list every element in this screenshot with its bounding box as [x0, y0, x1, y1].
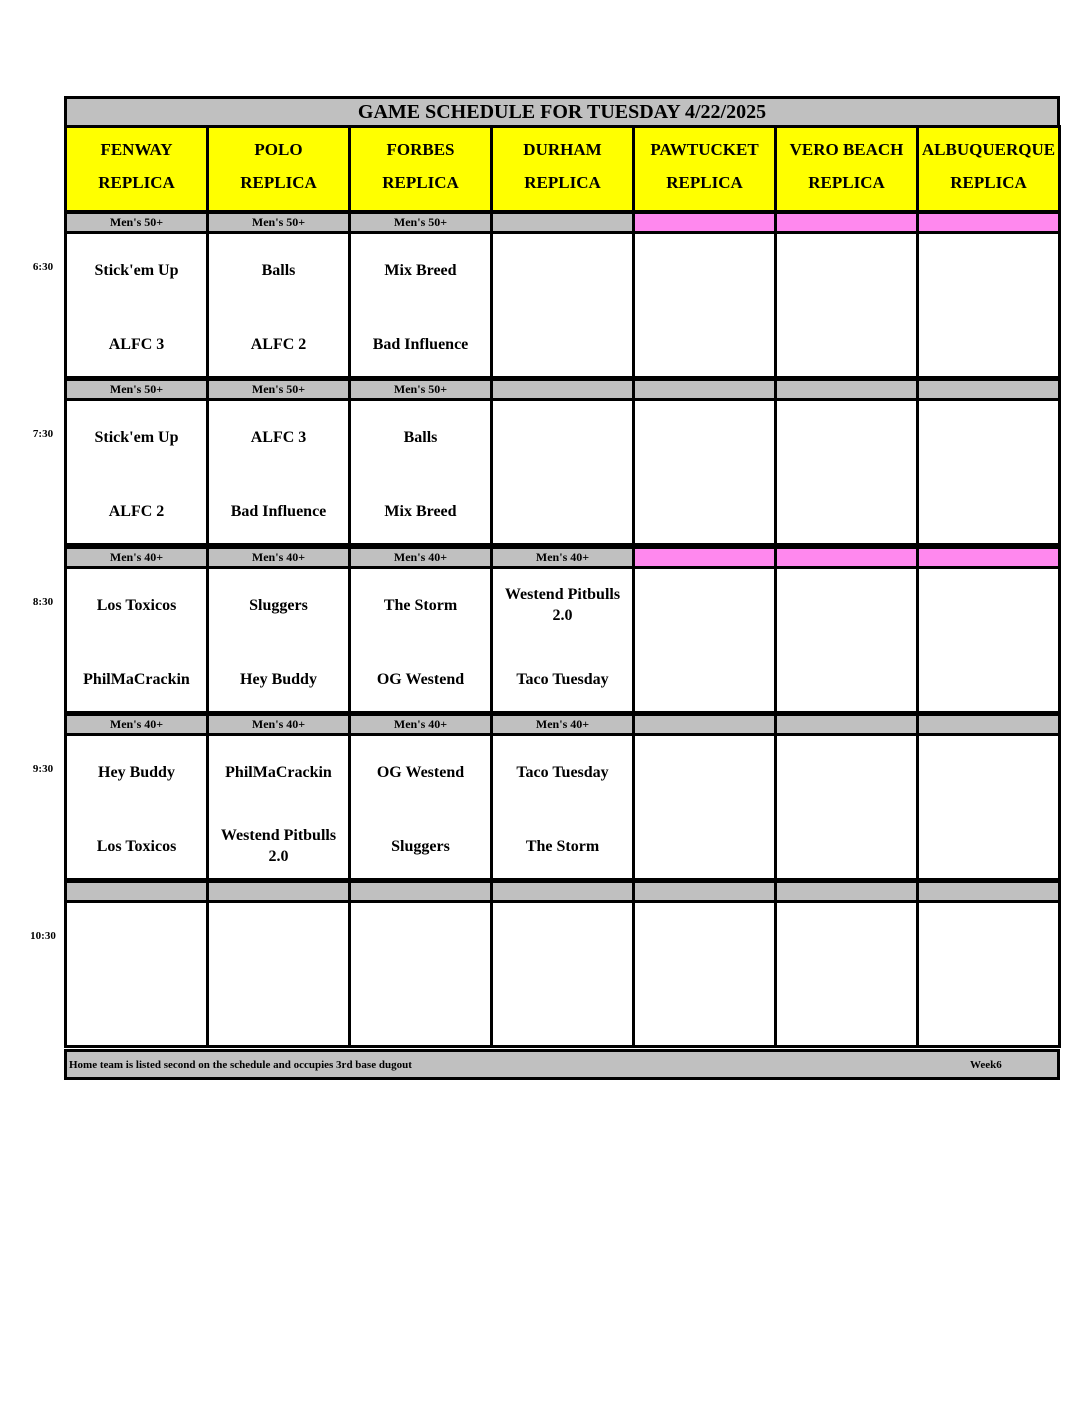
- time-label: 7:30: [32, 428, 54, 440]
- time-label: 6:30: [32, 261, 54, 273]
- home-team: [495, 991, 630, 1035]
- time-label: 9:30: [32, 763, 54, 775]
- game-cell: [632, 566, 777, 714]
- division-label: Men's 50+: [206, 211, 351, 234]
- field-name: VERO BEACH: [789, 140, 904, 159]
- home-team: [921, 824, 1056, 868]
- time-label: 8:30: [32, 596, 54, 608]
- game-cell: [206, 733, 351, 881]
- home-team: Bad Influence: [230, 502, 327, 520]
- away-team: [495, 415, 630, 459]
- division-label: Men's 40+: [206, 713, 351, 736]
- game-cell: [490, 733, 635, 881]
- schedule-footer: [64, 1049, 1060, 1080]
- game-cell: [916, 398, 1061, 546]
- field-header: [206, 125, 351, 213]
- home-team: Sluggers: [391, 837, 450, 855]
- game-cell: [206, 900, 351, 1048]
- home-team: [637, 991, 772, 1035]
- away-team: Balls: [261, 261, 296, 279]
- home-team: [495, 322, 630, 366]
- division-label: Men's 40+: [64, 713, 209, 736]
- division-label: Men's 50+: [348, 211, 493, 234]
- home-team: [637, 322, 772, 366]
- away-team: [779, 750, 914, 794]
- away-team: [637, 917, 772, 961]
- game-cell: [490, 566, 635, 714]
- home-team: Los Toxicos: [96, 837, 177, 855]
- away-team: [637, 248, 772, 292]
- division-label: Men's 50+: [206, 378, 351, 401]
- field-subtitle: REPLICA: [524, 173, 601, 192]
- home-team: [921, 322, 1056, 366]
- field-subtitle: REPLICA: [382, 173, 459, 192]
- away-team: Los Toxicos: [96, 596, 177, 614]
- away-team: Westend Pitbulls 2.0: [504, 586, 621, 624]
- home-team: [353, 991, 488, 1035]
- game-cell: [774, 733, 919, 881]
- game-cell: [348, 900, 493, 1048]
- field-header: [348, 125, 493, 213]
- field-header: [490, 125, 635, 213]
- game-cell: [774, 566, 919, 714]
- field-name: FENWAY: [100, 140, 173, 159]
- away-team: [921, 583, 1056, 627]
- away-team: [921, 415, 1056, 459]
- game-cell: [490, 900, 635, 1048]
- away-team: Hey Buddy: [98, 763, 175, 781]
- division-label: Men's 40+: [206, 546, 351, 569]
- game-cell: [206, 566, 351, 714]
- away-team: [779, 248, 914, 292]
- home-team: Bad Influence: [372, 335, 469, 353]
- home-team: Westend Pitbulls 2.0: [220, 827, 337, 865]
- home-team: [921, 991, 1056, 1035]
- away-team: Mix Breed: [384, 261, 457, 279]
- field-name: DURHAM: [523, 140, 602, 159]
- schedule-title: GAME SCHEDULE FOR TUESDAY 4/22/2025: [64, 96, 1060, 128]
- home-team: [637, 657, 772, 701]
- game-cell: [64, 733, 209, 881]
- home-team: Taco Tuesday: [516, 670, 609, 688]
- game-cell: [490, 398, 635, 546]
- away-team: [495, 917, 630, 961]
- game-cell: [632, 398, 777, 546]
- away-team: [921, 248, 1056, 292]
- division-label: Men's 40+: [490, 546, 635, 569]
- field-subtitle: REPLICA: [666, 173, 743, 192]
- home-team: [69, 991, 204, 1035]
- game-cell: [206, 231, 351, 379]
- field-header: [64, 125, 209, 213]
- away-team: [921, 750, 1056, 794]
- field-header: [916, 125, 1061, 213]
- game-cell: [916, 231, 1061, 379]
- home-team: PhilMaCrackin: [83, 670, 190, 688]
- footer-note: Home team is listed second on the schedule and occupies 3rd base dugout: [69, 1059, 412, 1071]
- game-cell: [916, 566, 1061, 714]
- time-label: 10:30: [30, 930, 56, 942]
- division-label: Men's 40+: [64, 546, 209, 569]
- away-team: Stick'em Up: [94, 261, 179, 279]
- home-team: [779, 657, 914, 701]
- game-cell: [916, 733, 1061, 881]
- home-team: [779, 489, 914, 533]
- field-subtitle: REPLICA: [98, 173, 175, 192]
- division-label: Men's 50+: [64, 378, 209, 401]
- home-team: [779, 824, 914, 868]
- away-team: [921, 917, 1056, 961]
- away-team: [495, 248, 630, 292]
- home-team: [779, 322, 914, 366]
- field-name: FORBES: [386, 140, 455, 159]
- away-team: [353, 917, 488, 961]
- game-cell: [64, 566, 209, 714]
- away-team: OG Westend: [376, 763, 465, 781]
- division-label: Men's 50+: [64, 211, 209, 234]
- away-team: [211, 917, 346, 961]
- away-team: [637, 415, 772, 459]
- field-name: POLO: [254, 140, 303, 159]
- field-header: [774, 125, 919, 213]
- home-team: The Storm: [525, 837, 600, 855]
- away-team: Balls: [403, 428, 438, 446]
- week-label: Week6: [970, 1059, 1002, 1071]
- home-team: OG Westend: [376, 670, 465, 688]
- game-cell: [916, 900, 1061, 1048]
- game-cell: [632, 733, 777, 881]
- field-name: PAWTUCKET: [650, 140, 759, 159]
- field-name: ALBUQUERQUE: [921, 140, 1056, 159]
- home-team: ALFC 2: [250, 335, 307, 353]
- away-team: [779, 415, 914, 459]
- home-team: Mix Breed: [384, 502, 457, 520]
- home-team: [921, 657, 1056, 701]
- game-cell: [774, 231, 919, 379]
- game-cell: [348, 733, 493, 881]
- field-subtitle: REPLICA: [240, 173, 317, 192]
- away-team: Taco Tuesday: [516, 763, 609, 781]
- game-cell: [632, 900, 777, 1048]
- division-label: Men's 40+: [490, 713, 635, 736]
- away-team: [779, 583, 914, 627]
- field-header: [632, 125, 777, 213]
- field-subtitle: REPLICA: [808, 173, 885, 192]
- home-team: [211, 991, 346, 1035]
- home-team: [779, 991, 914, 1035]
- game-cell: [206, 398, 351, 546]
- home-team: [921, 489, 1056, 533]
- away-team: Sluggers: [249, 596, 308, 614]
- game-cell: [348, 231, 493, 379]
- home-team: Hey Buddy: [240, 670, 317, 688]
- away-team: [779, 917, 914, 961]
- game-cell: [632, 231, 777, 379]
- field-subtitle: REPLICA: [950, 173, 1027, 192]
- game-cell: [774, 398, 919, 546]
- away-team: [637, 750, 772, 794]
- game-cell: [348, 566, 493, 714]
- home-team: ALFC 3: [108, 335, 165, 353]
- away-team: Stick'em Up: [94, 428, 179, 446]
- away-team: [69, 917, 204, 961]
- home-team: [637, 824, 772, 868]
- away-team: ALFC 3: [250, 428, 307, 446]
- home-team: ALFC 2: [108, 502, 165, 520]
- game-cell: [490, 231, 635, 379]
- home-team: [495, 489, 630, 533]
- game-cell: [64, 900, 209, 1048]
- away-team: The Storm: [383, 596, 458, 614]
- division-label: Men's 40+: [348, 546, 493, 569]
- division-label: Men's 50+: [348, 378, 493, 401]
- game-cell: [64, 398, 209, 546]
- game-cell: [64, 231, 209, 379]
- away-team: PhilMaCrackin: [225, 763, 332, 781]
- game-cell: [774, 900, 919, 1048]
- home-team: [637, 489, 772, 533]
- division-label: Men's 40+: [348, 713, 493, 736]
- away-team: [637, 583, 772, 627]
- game-cell: [348, 398, 493, 546]
